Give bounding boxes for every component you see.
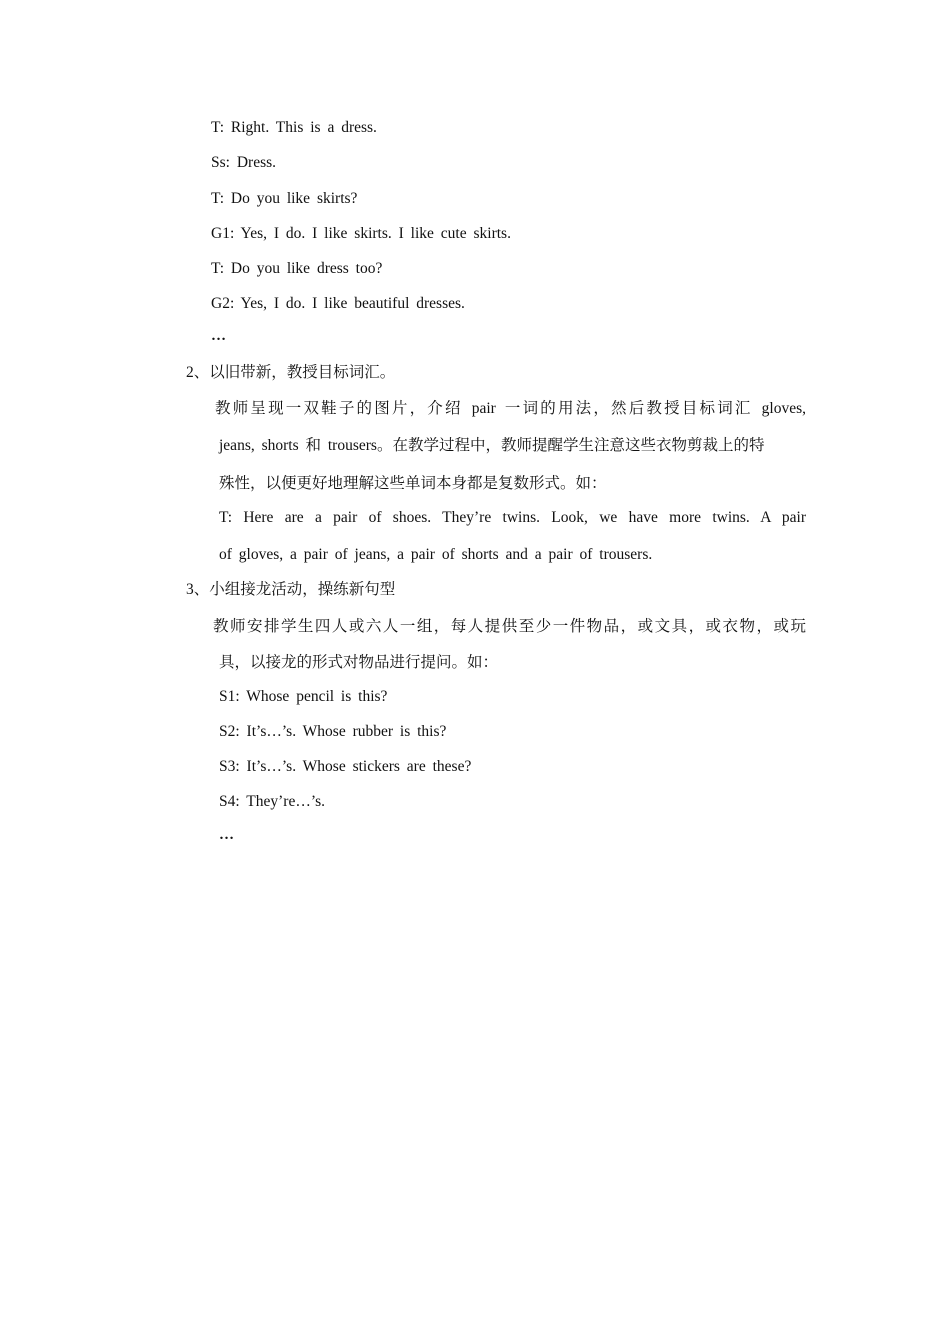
section-2-example-line-2: of gloves, a pair of jeans, a pair of shorts and a pair of trousers. (219, 546, 653, 563)
dialogue-line-g1-reply: G1: Yes, I do. I like skirts. I like cute skirts. (211, 225, 511, 242)
section-2-paragraph-line-3: 殊性，以便更好地理解这些单词本身都是复数形式。如： (219, 475, 607, 492)
section-3-paragraph-line-1: 教师安排学生四人或六人一组，每人提供至少一件物品，或文具，或衣物，或玩 (213, 618, 806, 635)
dialogue-line-teacher-dress: T: Right. This is a dress. (211, 119, 377, 136)
dialogue-line-s1: S1: Whose pencil is this? (219, 688, 388, 705)
section-3-paragraph-line-2: 具，以接龙的形式对物品进行提问。如： (219, 654, 499, 671)
section-2-paragraph-line-2: jeans, shorts 和 trousers。在教学过程中，教师提醒学生注意这些衣物剪裁上的特 (219, 437, 765, 454)
dialogue-line-students-dress: Ss: Dress. (211, 154, 277, 171)
dialogue-line-g2-reply: G2: Yes, I do. I like beautiful dresses. (211, 295, 465, 312)
dialogue-line-s2: S2: It’s…’s. Whose rubber is this? (219, 723, 447, 740)
dialogue-line-s3: S3: It’s…’s. Whose stickers are these? (219, 758, 472, 775)
dialogue-line-s4: S4: They’re…’s. (219, 793, 326, 810)
section-2-heading: 2、以旧带新，教授目标词汇。 (186, 364, 396, 381)
dialogue-ellipsis-2: … (219, 827, 235, 843)
section-2-paragraph-line-1: 教师呈现一双鞋子的图片，介绍 pair 一词的用法，然后教授目标词汇 gloves, (215, 400, 806, 417)
section-2-example-line-1: T: Here are a pair of shoes. They’re twins. Look, we have more twins. A pair (219, 509, 806, 526)
dialogue-line-teacher-dress-too: T: Do you like dress too? (211, 260, 383, 277)
section-3-heading: 3、小组接龙活动，操练新句型 (186, 581, 396, 598)
dialogue-line-teacher-skirts: T: Do you like skirts? (211, 190, 358, 207)
dialogue-ellipsis-1: … (211, 328, 227, 344)
